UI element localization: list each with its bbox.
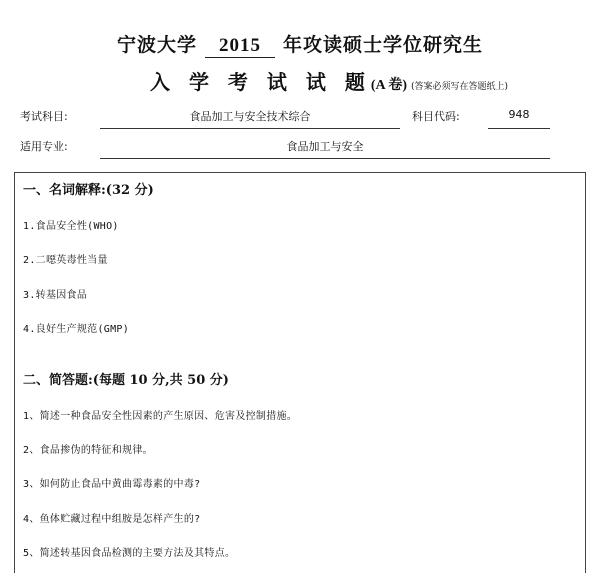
exam-title-line-2 [150,66,508,95]
exam-year: 2015 [205,35,275,58]
major-label: 适用专业: [20,140,68,153]
subject-label: 考试科目: [20,110,68,123]
paper-variant: (A 卷) [370,78,407,93]
code-label: 科目代码: [412,110,460,123]
question-box [14,172,586,573]
major-value: 食品加工与安全 [286,140,364,153]
section-2-item: 4、鱼体贮藏过程中组胺是怎样产生的? [23,514,201,525]
section-1-title: 一、名词解释:(32 分) [23,183,154,198]
paper-title: 入 学 考 试 试 题 [150,70,371,94]
answer-note: (答案必须写在答题纸上) [411,82,509,92]
section-2-item: 1、简述一种食品安全性因素的产生原因、危害及控制措施。 [23,411,298,422]
section-1-item: 4.良好生产规范(GMP) [23,324,130,335]
university-name: 宁波大学 [116,34,197,56]
section-2-item: 5、简述转基因食品检测的主要方法及其特点。 [23,548,236,559]
section-2-item: 3、如何防止食品中黄曲霉毒素的中毒? [23,479,201,490]
section-2-item: 2、食品掺伪的特征和规律。 [23,445,153,456]
section-1-item: 3.转基因食品 [23,290,88,301]
major-underline [100,158,550,159]
section-1-item: 1.食品安全性(WHO) [23,221,119,232]
section-2-title: 二、简答题:(每题 10 分,共 50 分) [23,373,229,388]
exam-title-line-1 [0,30,600,58]
code-underline [488,128,550,129]
subject-underline [100,128,400,129]
section-1-item: 2.二噁英毒性当量 [23,255,108,266]
subject-value: 食品加工与安全技术综合 [189,110,311,123]
code-value: 948 [508,108,530,121]
exam-type: 年攻读硕士学位研究生 [283,34,484,56]
